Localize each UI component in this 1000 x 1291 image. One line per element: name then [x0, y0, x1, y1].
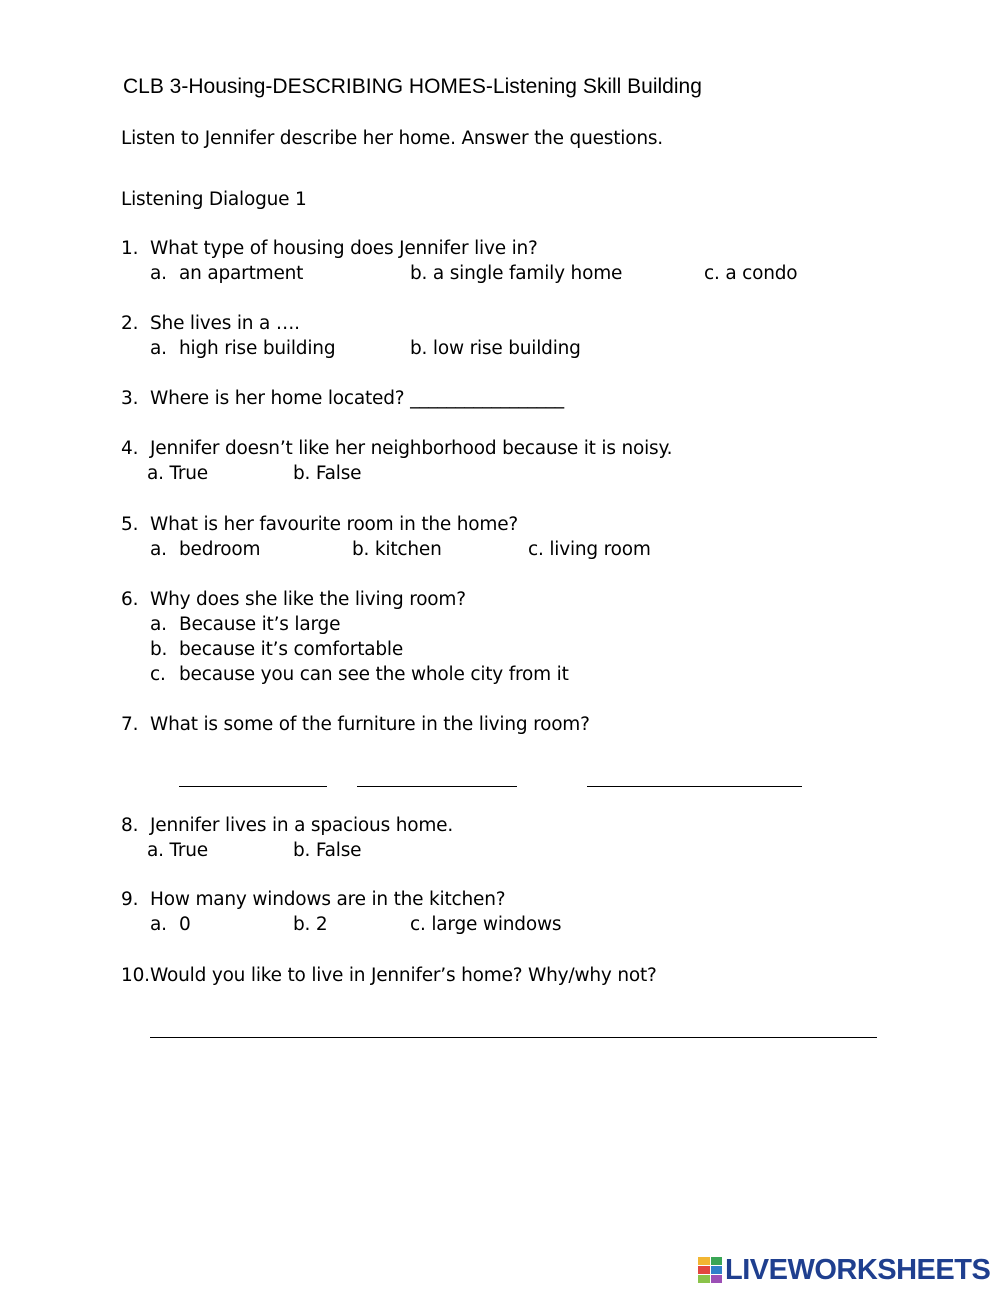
question-number: 1.: [121, 238, 139, 259]
option-c[interactable]: c. a condo: [704, 263, 798, 284]
option-a[interactable]: Because it’s large: [179, 614, 341, 635]
question-number: 8.: [121, 815, 139, 836]
question-text: What type of housing does Jennifer live in?: [150, 238, 538, 259]
option-a[interactable]: a. True: [147, 463, 208, 484]
answer-blank-2[interactable]: [357, 786, 517, 787]
option-a[interactable]: a. True: [147, 840, 208, 861]
option-letter: a.: [150, 539, 167, 560]
option-b[interactable]: because it’s comfortable: [179, 639, 404, 660]
liveworksheets-logo-icon: [698, 1257, 722, 1283]
question-text[interactable]: Where is her home located? _________________: [150, 388, 564, 409]
option-a[interactable]: high rise building: [179, 338, 336, 359]
question-text: Jennifer doesn’t like her neighborhood because it is noisy.: [150, 438, 673, 459]
question-number: 2.: [121, 313, 139, 334]
question-text: Why does she like the living room?: [150, 589, 466, 610]
option-b[interactable]: b. False: [293, 463, 362, 484]
question-text: How many windows are in the kitchen?: [150, 889, 506, 910]
option-a[interactable]: bedroom: [179, 539, 261, 560]
liveworksheets-logo[interactable]: [698, 1255, 990, 1285]
option-b[interactable]: b. low rise building: [410, 338, 581, 359]
section-heading: Listening Dialogue 1: [121, 189, 307, 210]
answer-line[interactable]: [150, 1037, 877, 1038]
option-letter: c.: [150, 664, 166, 685]
option-b[interactable]: b. kitchen: [352, 539, 442, 560]
option-b[interactable]: b. False: [293, 840, 362, 861]
question-number: 9.: [121, 889, 139, 910]
question-text: She lives in a ….: [150, 313, 300, 334]
page-title: CLB 3-Housing-DESCRIBING HOMES-Listening Skill Building: [123, 75, 702, 98]
option-c[interactable]: because you can see the whole city from it: [179, 664, 569, 685]
answer-blank-3[interactable]: [587, 786, 802, 787]
question-text: What is some of the furniture in the living room?: [150, 714, 590, 735]
option-b[interactable]: b. 2: [293, 914, 328, 935]
option-a[interactable]: 0: [179, 914, 191, 935]
instructions: Listen to Jennifer describe her home. Answer the questions.: [121, 128, 663, 149]
answer-blank-1[interactable]: [179, 786, 327, 787]
option-letter: b.: [150, 639, 168, 660]
question-text: Would you like to live in Jennifer’s home? Why/why not?: [150, 965, 657, 986]
logo-text: LIVEWORKSHEETS: [725, 1253, 991, 1286]
option-c[interactable]: c. large windows: [410, 914, 562, 935]
option-letter: a.: [150, 914, 167, 935]
question-text: Jennifer lives in a spacious home.: [150, 815, 454, 836]
option-letter: a.: [150, 614, 167, 635]
question-number: 4.: [121, 438, 139, 459]
question-number: 5.: [121, 514, 139, 535]
option-a[interactable]: an apartment: [179, 263, 304, 284]
option-b[interactable]: b. a single family home: [410, 263, 623, 284]
option-letter: a.: [150, 263, 167, 284]
option-c[interactable]: c. living room: [528, 539, 651, 560]
question-number: 6.: [121, 589, 139, 610]
question-number: 7.: [121, 714, 139, 735]
question-text: What is her favourite room in the home?: [150, 514, 519, 535]
question-number: 10.: [121, 965, 150, 986]
question-number: 3.: [121, 388, 139, 409]
option-letter: a.: [150, 338, 167, 359]
